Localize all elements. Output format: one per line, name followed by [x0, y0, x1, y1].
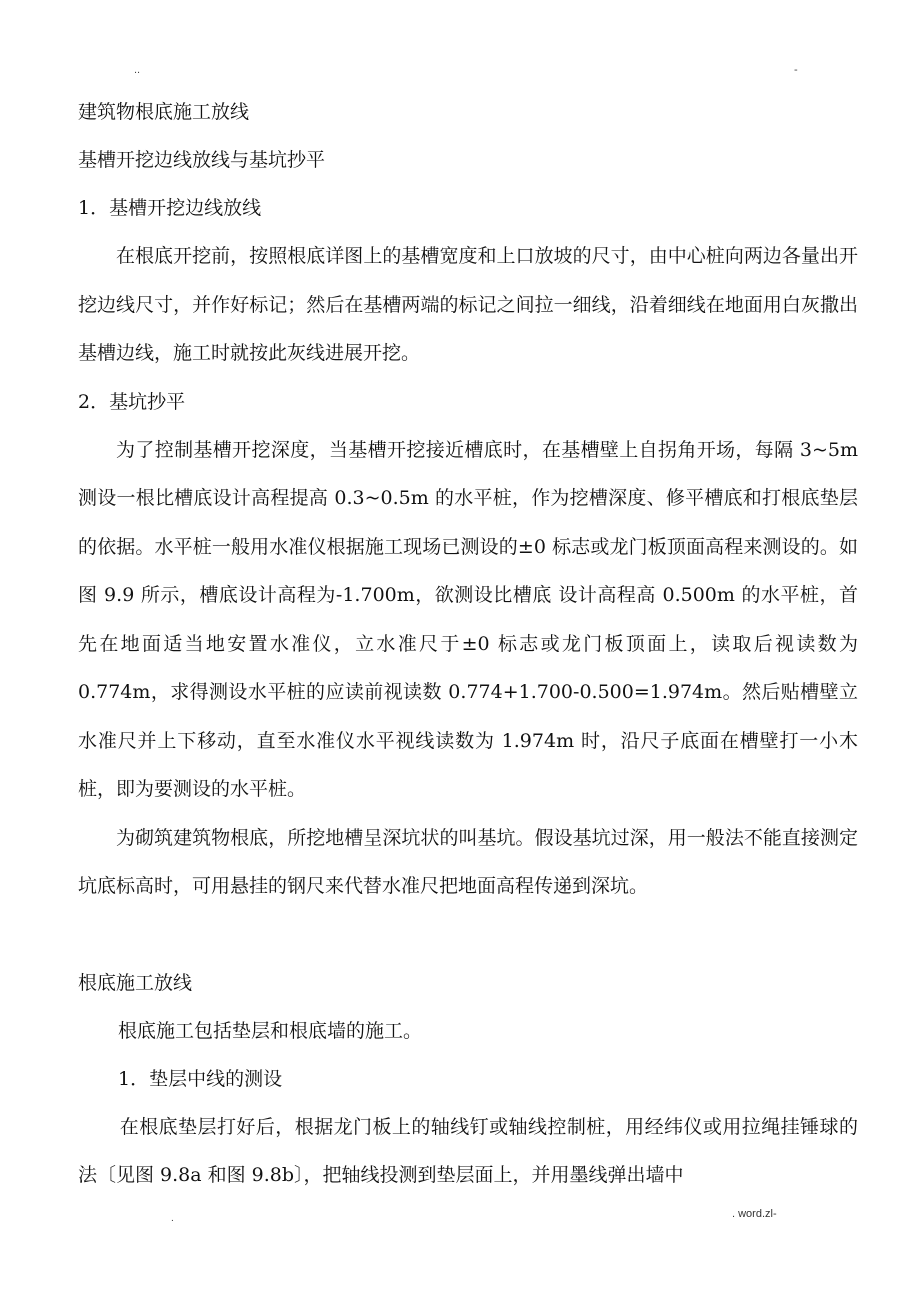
header-left-mark: ..	[134, 64, 141, 76]
paragraph-cushion-centerline: 在根底垫层打好后，根据龙门板上的轴线钉或轴线控制桩，用经纬仪或用拉绳挂锤球的法〔见图 9.8a 和图 9.8b〕，把轴线投测到垫层面上，并用墨线弹出墙中	[78, 1115, 858, 1186]
sub-heading-cushion-centerline: 1．垫层中线的测设	[118, 1067, 283, 1090]
section-heading-excavation: 基槽开挖边线放线与基坑抄平	[78, 149, 326, 171]
item-heading-edge-line: 1．基槽开挖边线放线	[78, 197, 262, 219]
section-intro: 根底施工包括垫层和根底墙的施工。	[118, 1019, 423, 1042]
footer-watermark-text: . word.zl-	[732, 1208, 777, 1220]
paragraph-edge-line: 在根底开挖前，按照根底详图上的基槽宽度和上口放坡的尺寸，由中心桩向两边各量出开挖边线尺寸，并作好标记；然后在基槽两端的标记之间拉一细线，沿着细线在地面用白灰撒出基槽边线，施工时就按此灰线进展开挖。	[78, 245, 858, 364]
section-heading-foundation: 根底施工放线	[78, 971, 193, 994]
document-body	[78, 88, 858, 1200]
item-heading-leveling: 2．基坑抄平	[78, 390, 186, 413]
paragraph-foundation-pit: 为砌筑建筑物根底，所挖地槽呈深坑状的叫基坑。假设基坑过深，用一般法不能直接测定坑底标高时，可用悬挂的钢尺来代替水准尺把地面高程传递到深坑。	[78, 826, 858, 897]
spacer	[78, 911, 858, 959]
footer-left-mark: .	[171, 1213, 174, 1224]
paragraph-leveling: 为了控制基槽开挖深度，当基槽开挖接近槽底时，在基槽壁上自拐角开场，每隔 3~5m 测设一根比槽底设计高程提高 0.3~0.5m 的水平桩，作为挖槽深度、修平槽底和打根底垫层的依据。水平桩一般用水准仪根据施工现场已测设的±0 标志或龙门板顶面高程来测设的。如图 9.9 所示，槽底设计高程为-1.700m，欲测设比槽底 设计高程高 0.500m 的水平桩，首先在地面适当地安置水准仪，立水准尺于±0 标志或龙门板顶面上，读取后视读数为 0.774m，求得测设水平桩的应读前视读数 0.774+1.700-0.500=1.974m。然后贴槽壁立水准尺并上下移动，直至水准仪水平视线读数为 1.974m 时，沿尺子底面在槽壁打一小木桩，即为要测设的水平桩。	[78, 438, 858, 800]
header-right-mark: -	[794, 64, 798, 76]
document-title: 建筑物根底施工放线	[78, 101, 250, 123]
